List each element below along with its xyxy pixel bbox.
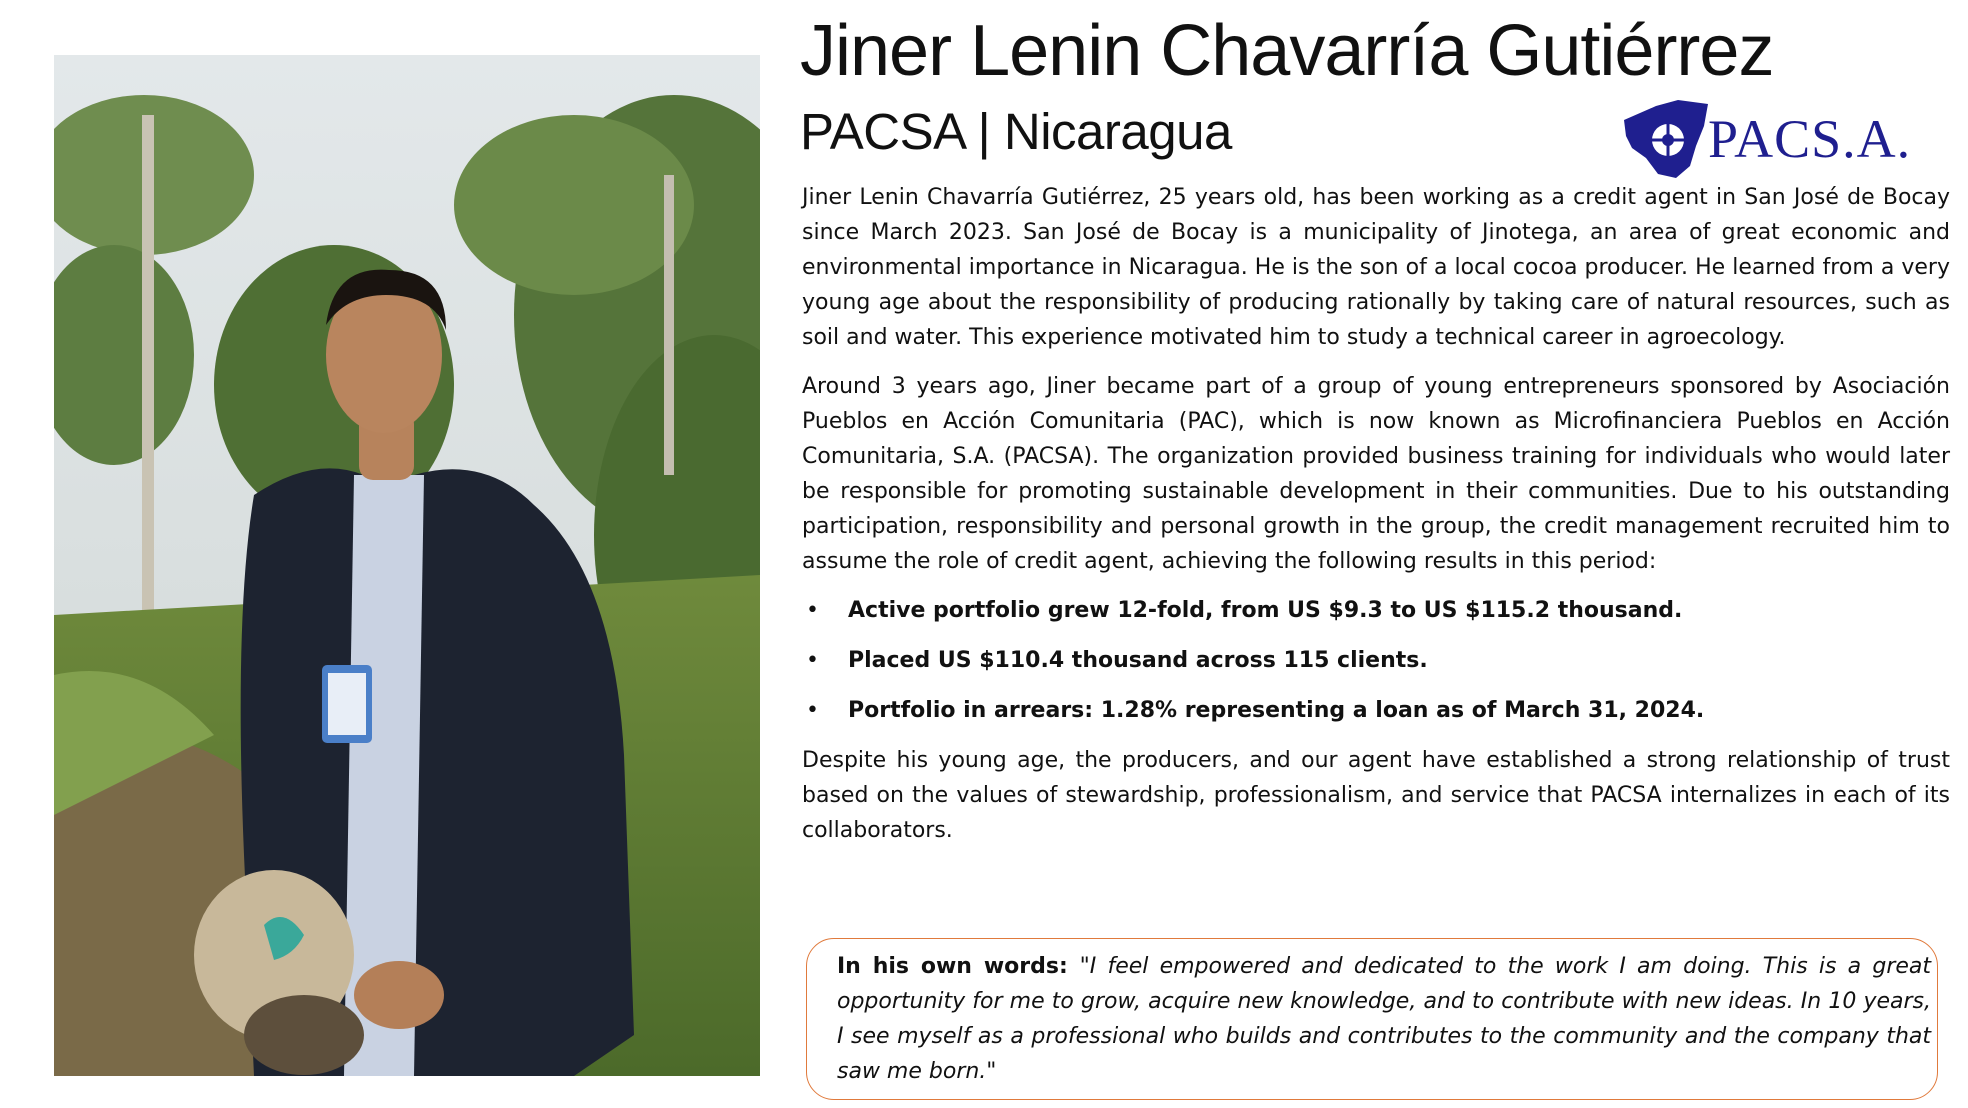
results-list	[802, 593, 1950, 728]
list-item	[802, 693, 1950, 728]
list-item-text: Active portfolio grew 12-fold, from US $9.3 to US $115.2 thousand.	[848, 598, 1683, 623]
portrait-photo	[54, 55, 760, 1076]
quote-label: In his own words:	[837, 954, 1080, 979]
bullet-icon: •	[806, 698, 819, 723]
pacsa-logo-text: PACS.A.	[1708, 109, 1912, 169]
quote-text	[837, 949, 1931, 1089]
page-title: Jiner Lenin Chavarría Gutiérrez	[800, 11, 1774, 91]
paragraph-intro: Jiner Lenin Chavarría Gutiérrez, 25 years old, has been working as a credit agent in San José de Bocay since March 2023. San José de Bocay is a municipality of Jinotega, an area of great economic and environmental importance in Nicaragua. He is the son of a local cocoa producer. He learned from a very young age about the responsibility of producing rationally by taking care of natural resources, such as soil and water. This experience motivated him to study a technical career in agroecology.	[802, 185, 1950, 350]
paragraph-conclusion: Despite his young age, the producers, and our agent have established a strong relationship of trust based on the values of stewardship, professionalism, and service that PACSA internalizes in each of its collaborators.	[802, 748, 1950, 843]
bullet-icon: •	[806, 598, 819, 623]
pacsa-logo	[1616, 96, 1926, 182]
list-item-text: Placed US $110.4 thousand across 115 clients.	[848, 648, 1428, 673]
paragraph-background: Around 3 years ago, Jiner became part of a group of young entrepreneurs sponsored by Asociación Pueblos en Acción Comunitaria (PAC), which is now known as Microfinanciera Pueblos en Acción Comunitaria, S.A. (PACSA). The organization provided business training for individuals who would later be responsible for promoting sustainable development in their communities. Due to his outstanding participation, responsibility and personal growth in the group, the credit management recruited him to assume the role of credit agent, achieving the following results in this period:	[802, 374, 1950, 574]
pacsa-map-logo-icon	[1616, 96, 1716, 182]
profile-body	[802, 180, 1950, 862]
quote-body: "I feel empowered and dedicated to the work I am doing. This is a great opportunity for me to grow, acquire new knowledge, and to contribute with new ideas. In 10 years, I see myself as a professional who builds and contributes to the community and the company that saw me born."	[837, 954, 1932, 1084]
list-item-text: Portfolio in arrears: 1.28% representing a loan as of March 31, 2024.	[848, 698, 1705, 723]
list-item	[802, 643, 1950, 678]
page-subtitle: PACSA | Nicaragua	[800, 103, 1232, 160]
quote-box	[806, 938, 1938, 1100]
bullet-icon: •	[806, 648, 819, 673]
list-item	[802, 593, 1950, 628]
